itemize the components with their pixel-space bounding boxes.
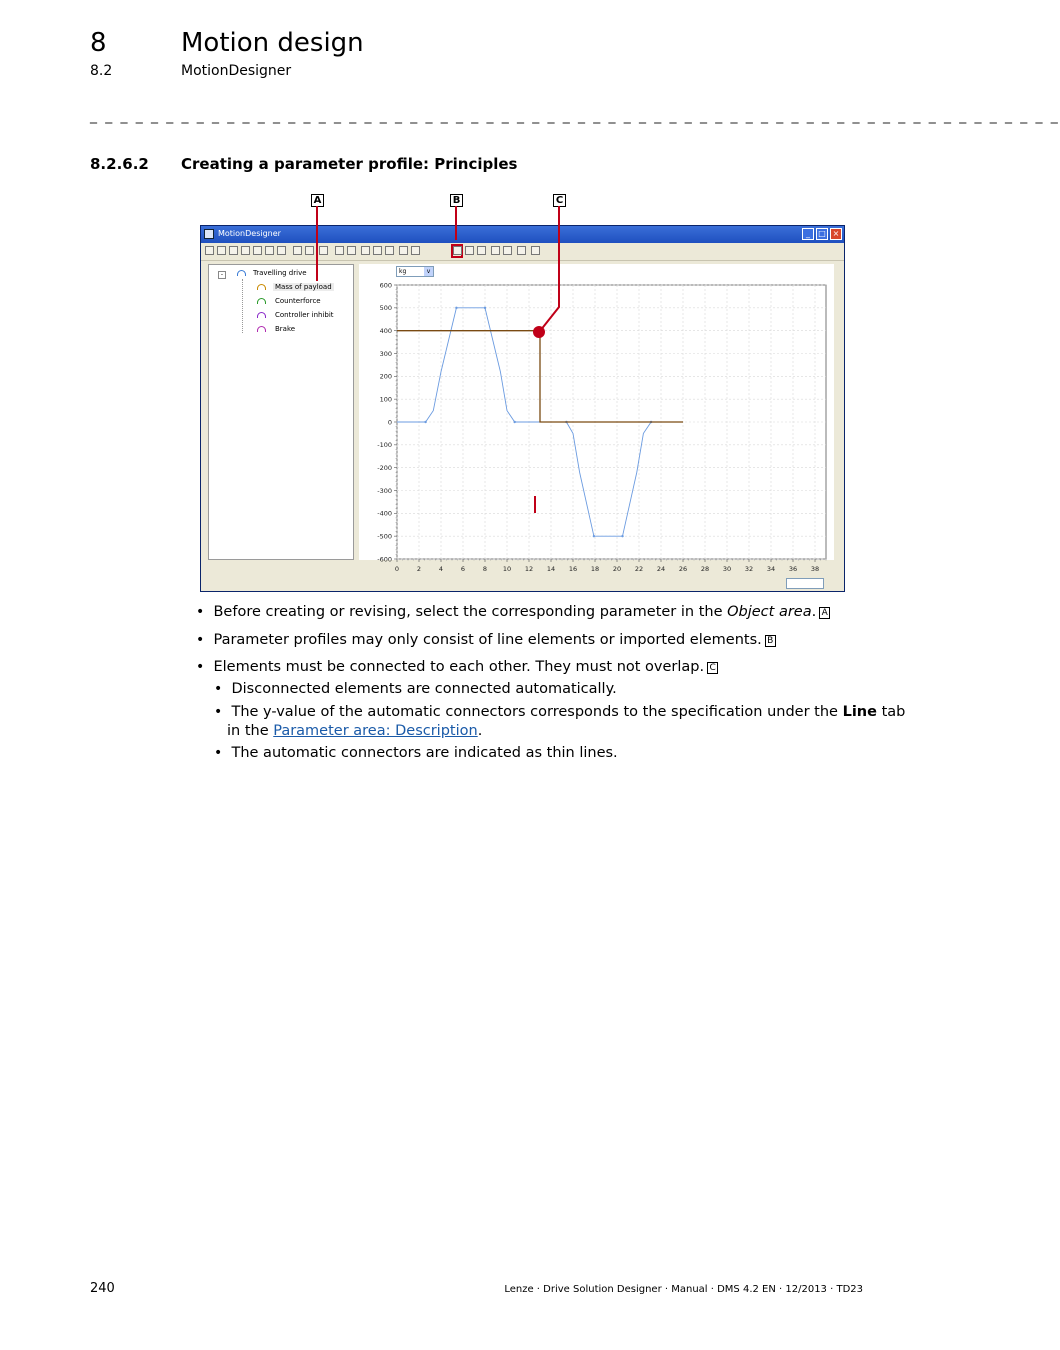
close-button[interactable]: × bbox=[830, 228, 842, 240]
scissors-icon[interactable] bbox=[531, 246, 540, 255]
y-tick-label: -500 bbox=[377, 532, 392, 541]
x-tick-label: 32 bbox=[744, 565, 754, 573]
tree-item-counterforce[interactable]: Counterforce bbox=[275, 297, 321, 305]
parameter-icon bbox=[257, 284, 266, 290]
y-tick-label: 200 bbox=[379, 372, 392, 381]
zoom-icon[interactable] bbox=[335, 246, 344, 255]
x-tick-label: 16 bbox=[568, 565, 578, 573]
y-tick-label: -600 bbox=[377, 555, 392, 564]
paste-icon[interactable] bbox=[385, 246, 394, 255]
curve-element-icon[interactable] bbox=[465, 246, 474, 255]
window-title: MotionDesigner bbox=[218, 229, 281, 238]
new-file-icon[interactable] bbox=[205, 246, 214, 255]
subsection-title: Creating a parameter profile: Principles bbox=[181, 155, 518, 173]
line-element-icon[interactable] bbox=[453, 246, 462, 255]
cut-icon[interactable] bbox=[361, 246, 370, 255]
tree-root-travelling-drive[interactable]: Travelling drive bbox=[253, 269, 307, 277]
subbullet-2-bold: Line bbox=[842, 704, 877, 720]
parameter-icon bbox=[257, 298, 266, 304]
align-end-icon[interactable] bbox=[503, 246, 512, 255]
callout-a: A bbox=[311, 194, 324, 207]
tree-item-mass-of-payload[interactable]: Mass of payload bbox=[275, 283, 332, 291]
x-tick-label: 6 bbox=[460, 565, 466, 573]
profile-node bbox=[621, 535, 623, 537]
align-start-icon[interactable] bbox=[491, 246, 500, 255]
ramp-icon[interactable] bbox=[517, 246, 526, 255]
x-unit-select[interactable] bbox=[786, 578, 824, 589]
subbullet-1-text: Disconnected elements are connected automatically. bbox=[231, 681, 617, 697]
chapter-title: Motion design bbox=[181, 28, 364, 58]
subsection-number: 8.2.6.2 bbox=[90, 155, 149, 173]
chevron-down-icon: v bbox=[424, 267, 433, 276]
app-icon bbox=[204, 229, 214, 239]
window-titlebar bbox=[201, 226, 844, 243]
chapter-number: 8 bbox=[90, 28, 107, 58]
subbullet-2: • The y-value of the automatic connectors corresponds to the specification under the Line tab bbox=[214, 704, 906, 720]
tree-connector bbox=[242, 279, 244, 333]
save-all-icon[interactable] bbox=[241, 246, 250, 255]
tree-collapse-icon[interactable]: - bbox=[218, 271, 226, 279]
parameter-icon bbox=[257, 312, 266, 318]
zoom-fit-icon[interactable] bbox=[347, 246, 356, 255]
bullet-3-text: Elements must be connected to each other. They must not overlap. bbox=[213, 659, 705, 675]
y-tick-label: 600 bbox=[379, 281, 392, 290]
x-tick-label: 8 bbox=[482, 565, 488, 573]
bullet-1: • Before creating or revising, select the corresponding parameter in the Object area. A bbox=[196, 603, 830, 622]
y-tick-label: -200 bbox=[377, 463, 392, 472]
subbullet-2-line2 bbox=[227, 722, 482, 741]
grid-icon[interactable] bbox=[277, 246, 286, 255]
bullet-1-emphasis: Object area bbox=[727, 604, 812, 620]
footer-meta: Lenze · Drive Solution Designer · Manual · DMS 4.2 EN · 12/2013 · TD23 bbox=[504, 1284, 863, 1295]
bullet-3-ref: C bbox=[707, 662, 718, 674]
bullet-2-text: Parameter profiles may only consist of line elements or imported elements. bbox=[213, 632, 762, 648]
profile-icon bbox=[237, 270, 246, 276]
bullet-3: • Elements must be connected to each other. They must not overlap. C bbox=[196, 658, 718, 677]
object-area-tree bbox=[208, 264, 354, 560]
profile-node bbox=[514, 421, 516, 423]
x-tick-label: 38 bbox=[810, 565, 820, 573]
y-tick-label: 400 bbox=[379, 326, 392, 335]
parameter-diagram bbox=[359, 264, 834, 573]
parameter-icon bbox=[257, 326, 266, 332]
x-tick-label: 26 bbox=[678, 565, 688, 573]
x-tick-label: 34 bbox=[766, 565, 776, 573]
pointer-icon[interactable] bbox=[399, 246, 408, 255]
page-number: 240 bbox=[90, 1281, 115, 1296]
section-title: MotionDesigner bbox=[181, 63, 292, 79]
y-tick-label: 300 bbox=[379, 349, 392, 358]
profile-node bbox=[484, 307, 486, 309]
x-tick-label: 4 bbox=[438, 565, 444, 573]
x-tick-label: 24 bbox=[656, 565, 666, 573]
open-folder-icon[interactable] bbox=[217, 246, 226, 255]
y-tick-label: 0 bbox=[387, 418, 392, 427]
profile-curve-icon[interactable] bbox=[411, 246, 420, 255]
profile-node bbox=[455, 307, 457, 309]
section-number: 8.2 bbox=[90, 63, 113, 79]
y-tick-label: -400 bbox=[377, 509, 392, 518]
subbullet-2-pre: in the bbox=[227, 723, 274, 739]
bullet-2: • Parameter profiles may only consist of line elements or imported elements. B bbox=[196, 631, 776, 650]
motiondesigner-window bbox=[200, 225, 845, 592]
redo-icon[interactable] bbox=[305, 246, 314, 255]
y-tick-label: 100 bbox=[379, 395, 392, 404]
subbullet-3-text: The automatic connectors are indicated as thin lines. bbox=[231, 745, 618, 761]
subbullet-2-post: . bbox=[477, 723, 483, 739]
save-icon[interactable] bbox=[229, 246, 238, 255]
parameter-area-description-link[interactable]: Parameter area: Description bbox=[273, 723, 478, 739]
subbullet-2-text2: tab bbox=[876, 704, 906, 720]
bullet-2-ref: B bbox=[765, 635, 776, 647]
undo-icon[interactable] bbox=[293, 246, 302, 255]
y-tick-label: -300 bbox=[377, 486, 392, 495]
subbullet-2-text: The y-value of the automatic connectors corresponds to the specification under the bbox=[231, 704, 843, 720]
export-icon[interactable] bbox=[265, 246, 274, 255]
toolbar bbox=[201, 243, 844, 261]
maximize-button[interactable]: □ bbox=[816, 228, 828, 240]
x-tick-label: 22 bbox=[634, 565, 644, 573]
callout-c: C bbox=[553, 194, 566, 207]
x-tick-label: 12 bbox=[524, 565, 534, 573]
subbullet-1: • Disconnected elements are connected automatically. bbox=[214, 681, 617, 697]
y-tick-label: 500 bbox=[379, 304, 392, 313]
x-tick-label: 28 bbox=[700, 565, 710, 573]
bullet-1-after: . bbox=[811, 604, 817, 620]
tree-item-controller-inhibit[interactable]: Controller inhibit bbox=[275, 311, 334, 319]
profile-node bbox=[424, 421, 426, 423]
callout-b: B bbox=[450, 194, 463, 207]
x-tick-label: 10 bbox=[502, 565, 512, 573]
subbullet-3: • The automatic connectors are indicated as thin lines. bbox=[214, 745, 618, 761]
x-tick-label: 14 bbox=[546, 565, 556, 573]
x-tick-label: 20 bbox=[612, 565, 622, 573]
table-element-icon[interactable] bbox=[477, 246, 486, 255]
x-tick-label: 30 bbox=[722, 565, 732, 573]
y-unit-value: kg bbox=[399, 268, 407, 275]
profile-node bbox=[593, 535, 595, 537]
print-icon[interactable] bbox=[253, 246, 262, 255]
tool-icon[interactable] bbox=[319, 246, 328, 255]
x-tick-label: 36 bbox=[788, 565, 798, 573]
x-tick-label: 2 bbox=[416, 565, 422, 573]
bullet-1-text: Before creating or revising, select the corresponding parameter in the bbox=[213, 604, 728, 620]
x-tick-label: 0 bbox=[394, 565, 400, 573]
bullet-1-ref: A bbox=[819, 607, 830, 619]
tree-item-brake[interactable]: Brake bbox=[275, 325, 296, 333]
header-separator: _ _ _ _ _ _ _ _ _ _ _ _ _ _ _ _ _ _ _ _ _ _ _ _ _ _ _ _ _ _ _ _ _ _ _ _ _ _ _ _ _ _ _ _ _ _ _ _ _ _ _ _ _ _ _ _ _ _ _ _ _ _ _ _ bbox=[90, 108, 1060, 124]
profile-chart[interactable] bbox=[359, 264, 834, 573]
minimize-button[interactable]: _ bbox=[802, 228, 814, 240]
copy-icon[interactable] bbox=[373, 246, 382, 255]
y-tick-label: -100 bbox=[377, 441, 392, 450]
x-tick-label: 18 bbox=[590, 565, 600, 573]
